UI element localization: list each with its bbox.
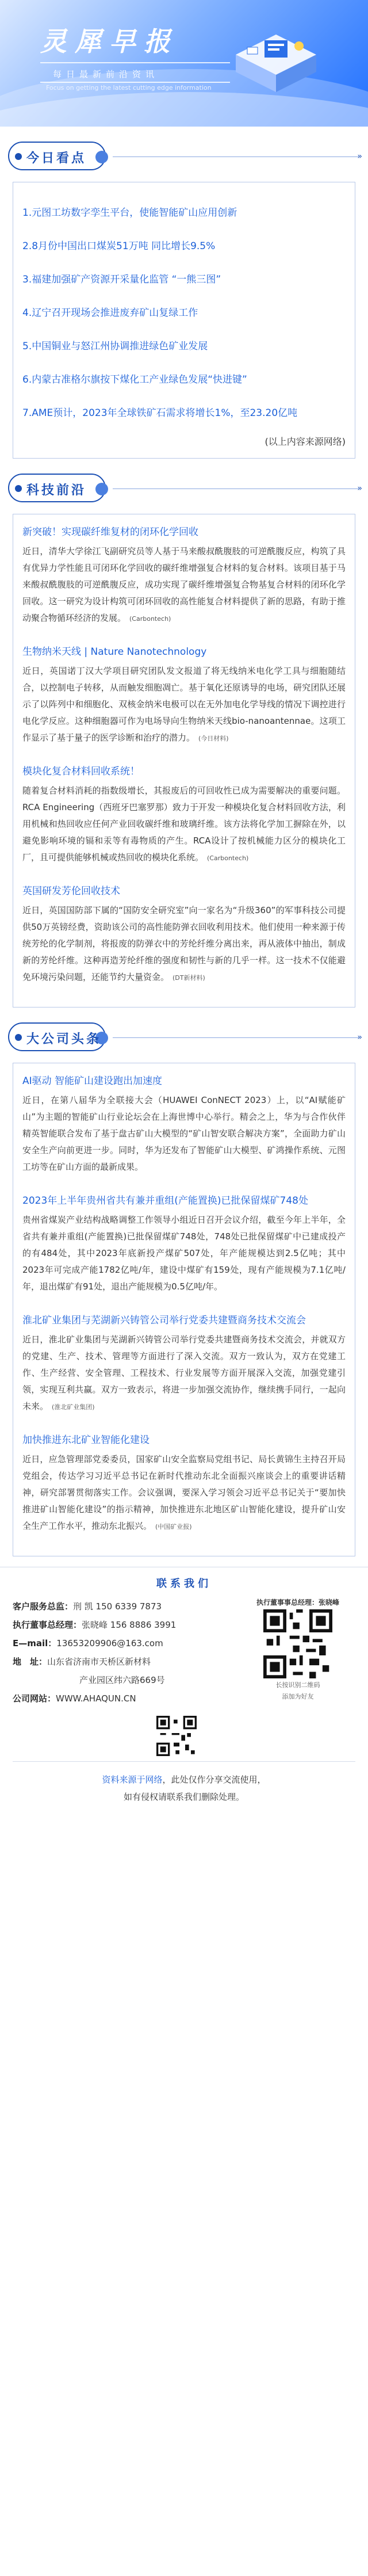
disclaimer-highlight: 资料来源于网络 <box>102 1774 163 1785</box>
article-body <box>22 543 346 627</box>
address-line-2: 产业园区纬六路669号 <box>79 1675 165 1685</box>
contact-key: E—mail： <box>13 1638 57 1648</box>
article-text: 近日，应急管理部党委委员，国家矿山安全监察局党组书记、局长黄锦生主持召开局党组会，传达学习习近平总书记在新时代推动东北全面振兴座谈会上的重要讲话精神，研究部署贯彻落实工作。会议强调，要深入学习领会习近平总书记关于“要加快推进矿山智能化建设”的指示精神，加快推进东北地区矿山智能化建设，提升矿山安全生产工作水平，推动东北振兴。 <box>22 1454 346 1531</box>
chevron-right-icon: » <box>357 484 362 493</box>
today-list <box>13 182 355 459</box>
contact-details <box>13 1597 231 1708</box>
banner-title: 灵犀早报 <box>40 26 178 57</box>
article <box>22 1432 346 1535</box>
banner-divider <box>40 82 230 83</box>
qr-block <box>240 1597 355 1701</box>
disclaimer-text: ，此处仅作分享交流使用， <box>162 1774 266 1785</box>
headline-link[interactable]: 3.福建加强矿产资源开采量化监管 “一熊三图” <box>22 274 221 285</box>
article-source: (今日材料) <box>198 735 229 742</box>
contact-key: 客户服务总监： <box>13 1601 74 1612</box>
article <box>22 1192 346 1296</box>
isometric-illustration-icon <box>224 23 328 104</box>
section-title: 科技前沿 <box>26 483 87 498</box>
article-text: 随着复合材料消耗的指数级增长，其报废后的可回收性已成为需要解决的重要问题。RCA Engineering（西班牙巴塞罗那）致力于开发一种模块化复合材料回收方法，利用机械和热回收应任何产业回收碳纤维和玻璃纤维。该方法将化学加工摒除在外，以避免影响环境的镉和汞等有毒物质的产生。RCA设计了按机械能力区分的模块化工厂，且可提供能够机械或热回收的模块化系统。 <box>22 785 346 863</box>
email-link[interactable]: 13653209906@163.com <box>56 1638 163 1648</box>
heading-pill <box>8 474 106 502</box>
article-body <box>22 783 346 867</box>
footer-disclaimer <box>0 1762 368 1817</box>
qr-code-icon[interactable] <box>156 1716 197 1756</box>
banner-divider <box>40 62 230 63</box>
corp-articles <box>13 1063 355 1556</box>
contact-value[interactable]: 刑 凯 150 6339 7873 <box>73 1601 162 1612</box>
source-note: (以上内容来源网络) <box>264 436 346 447</box>
contact-key: 执行董事总经理： <box>13 1620 82 1630</box>
contact-key: 地 址： <box>13 1657 48 1667</box>
headline-link[interactable]: 1.元图工坊数字孪生平台，使能智能矿山应用创新 <box>22 207 237 219</box>
article-text: 贵州省煤炭产业结构战略调整工作领导小组近日召开会议介绍，截至今年上半年，全省共有兼并重组(产能置换)已批保留煤矿748处，748处已批保留煤矿中已建成投产的有484处，其中2023年底新投产煤矿507处，年产能规模达到2.5亿吨；其中2023年可完成产能1782亿吨/年，建设中煤矿有159处，现有产能规模为7.1亿吨/年，退出煤矿有91处，退出产能规模为0.5亿吨/年。 <box>22 1215 346 1292</box>
section-title: 今日看点 <box>26 151 87 166</box>
article-text: 近日，英国国防部下属的“国防安全研究室”向一家名为“升级360”的军事科技公司提供50万英镑经费，资助该公司的高性能防弹衣回收利用技术。他们使用一种来源于传统芳纶的化学制剂，将报废的防弹衣中的芳纶纤维分离出来，再从液体中抽出，制成新的芳纶纤维。这种再造芳纶纤维的强度和韧性与新的几乎一样。这一技术不仅能避免环境污染问题，还能节约大量资金。 <box>22 905 346 982</box>
header-banner <box>0 0 368 127</box>
section-heading-today <box>0 127 368 182</box>
article-source: (Carbontech) <box>207 854 249 862</box>
headline-link[interactable]: 5.中国铜业与怒江州协调推进绿色矿业发展 <box>22 341 208 352</box>
headline-link[interactable]: 2.8月份中国出口煤炭51万吨 同比增长9.5% <box>22 241 216 252</box>
article-title[interactable]: 加快推进东北矿业智能化建设 <box>22 1434 150 1446</box>
section-title: 大公司头条 <box>26 1032 102 1047</box>
banner-subtitle: 每日最新前沿资讯 <box>53 69 159 79</box>
article-body <box>22 1212 346 1296</box>
article-body <box>22 1451 346 1535</box>
article-text: 近日，淮北矿业集团与芜湖新兴铸管公司举行党委共建暨商务技术交流会，并就双方的党建、生产、技术、管理等方面进行了深入交流。双方一致认为，双方在党建工作、生产经营、安全管理、工程技术、行业发展等方面开展深入交流，加强党建引领，实现互利共赢。双方一致表示，将进一步加强交流协作，继续携手同行，一起向未来。 <box>22 1334 346 1411</box>
article <box>22 643 346 747</box>
article-source: (Carbontech) <box>129 615 171 623</box>
article-title[interactable]: 新突破！实现碳纤维复材的闭环化学回收 <box>22 526 198 538</box>
article-source: (中国矿业报) <box>155 1523 192 1531</box>
contact-value: 山东省济南市天桥区新材料 <box>47 1657 151 1667</box>
article-title[interactable]: 2023年上半年贵州省共有兼并重组(产能置换)已批保留煤矿748处 <box>22 1195 308 1207</box>
banner-english: Focus on getting the latest cutting edge information <box>46 84 212 91</box>
contact-row-website <box>13 1689 231 1708</box>
section-heading-tech <box>0 459 368 514</box>
article-text: 近日，在第八届华为全联接大会（HUAWEI ConNECT 2023）上，以“AI赋能矿山”为主题的智能矿山行业论坛会在上海世博中心举行。精会之上，华为与合作伙伴精英智能联合发布了基于盘古矿山大模型的“矿山智安联合解决方案”，全面助力矿山安全生产向前更进一步。同时，华为还发布了智能矿山大模型、矿鸿操作系统、元图工坊等在矿山方面的最新成果。 <box>22 1095 346 1172</box>
qr-label: 执行董事事总经理：张晓峰 <box>256 1598 339 1606</box>
article-body <box>22 1331 346 1415</box>
qr-code-icon[interactable] <box>263 1609 332 1678</box>
article-title[interactable]: 模块化复合材料回收系统！ <box>22 766 140 777</box>
contact-row-address <box>13 1653 231 1671</box>
chevron-right-icon: » <box>357 1033 362 1042</box>
headline-link[interactable]: 6.内蒙古准格尔旗按下煤化工产业绿色发展“快进键” <box>22 374 247 386</box>
circle-icon <box>95 483 108 495</box>
dot-icon <box>15 485 22 492</box>
article-text: 近日，英国诺丁汉大学项目研究团队发文报道了将无线纳米电化学工具与细胞随结合，以控制电子转移，从而触发细胞凋亡。基于氧化还原诱导的电场，研究团队还展示了以阵列中和细胞化、双核金纳米电极可以在无外加电化学导线的情况下调控进行电化学反应。这种细胞器可作为电场导向生物纳米天线bio-nanoantennae。这项工作显示了基于量子的医学诊断和治疗的潜力。 <box>22 666 346 743</box>
article-title[interactable]: AI驱动 智能矿山建设跑出加速度 <box>22 1075 163 1087</box>
website-link[interactable]: WWW.AHAQUN.CN <box>56 1693 136 1704</box>
article-title[interactable]: 生物纳米天线 | Nature Nanotechnology <box>22 646 207 658</box>
dot-icon <box>15 153 22 160</box>
chevron-right-icon: » <box>357 152 362 161</box>
article <box>22 763 346 867</box>
contact-value[interactable]: 张晓峰 156 8886 3991 <box>82 1620 177 1630</box>
disclaimer-line <box>0 1771 368 1788</box>
contact-row-service <box>13 1597 231 1616</box>
article-title[interactable]: 英国研发芳伦回收技术 <box>22 886 120 897</box>
qr-caption: 添加为好友 <box>282 1693 314 1700</box>
article-body <box>22 902 346 986</box>
disclaimer-line: 如有侵权请联系我们删除处理。 <box>123 1792 244 1802</box>
contact-row-email <box>13 1634 231 1653</box>
article-body <box>22 663 346 747</box>
heading-line <box>113 1037 359 1038</box>
contact-heading: 联系我们 <box>0 1567 368 1590</box>
contact-row-director <box>13 1616 231 1634</box>
circle-icon <box>95 151 108 163</box>
dot-icon <box>15 1034 22 1041</box>
article <box>22 1312 346 1415</box>
qr-caption: 长按识别二维码 <box>275 1681 320 1689</box>
article <box>22 883 346 986</box>
article-text: 近日，清华大学徐江飞副研究员等人基于马来酸叔酰腹肢的可逆酰腹反应，构筑了具有优异力学性能且可闭环化学回收的碳纤维增强复合材料的复合材料。该项目基于马来酸叔酰腹肢的可逆酰腹反应，成功实现了碳纤维增强复合物基复合材料的闭环化学回收。这一研究为设计构筑可闭环回收的高性能复合材料提供了新的思路，有助于推动聚合物循环经济的发展。 <box>22 546 346 623</box>
article-body <box>22 1092 346 1176</box>
contact-section <box>13 1595 355 1762</box>
article-source: (淮北矿业集团) <box>52 1403 95 1411</box>
tech-articles <box>13 514 355 1007</box>
article-source: (DT新材料) <box>172 974 205 982</box>
headline-link[interactable]: 7.AME预计，2023年全球铁矿石需求将增长1%，至23.20亿吨 <box>22 407 298 419</box>
heading-pill <box>8 1022 106 1051</box>
article <box>22 1073 346 1176</box>
heading-pill <box>8 142 106 170</box>
section-heading-corp <box>0 1007 368 1063</box>
headline-link[interactable]: 4.辽宁召开现场会推进废弃矿山复绿工作 <box>22 307 198 319</box>
article-title[interactable]: 淮北矿业集团与芜湖新兴铸管公司举行党委共建暨商务技术交流会 <box>22 1315 306 1326</box>
contact-key: 公司网站： <box>13 1693 56 1704</box>
article <box>22 524 346 627</box>
